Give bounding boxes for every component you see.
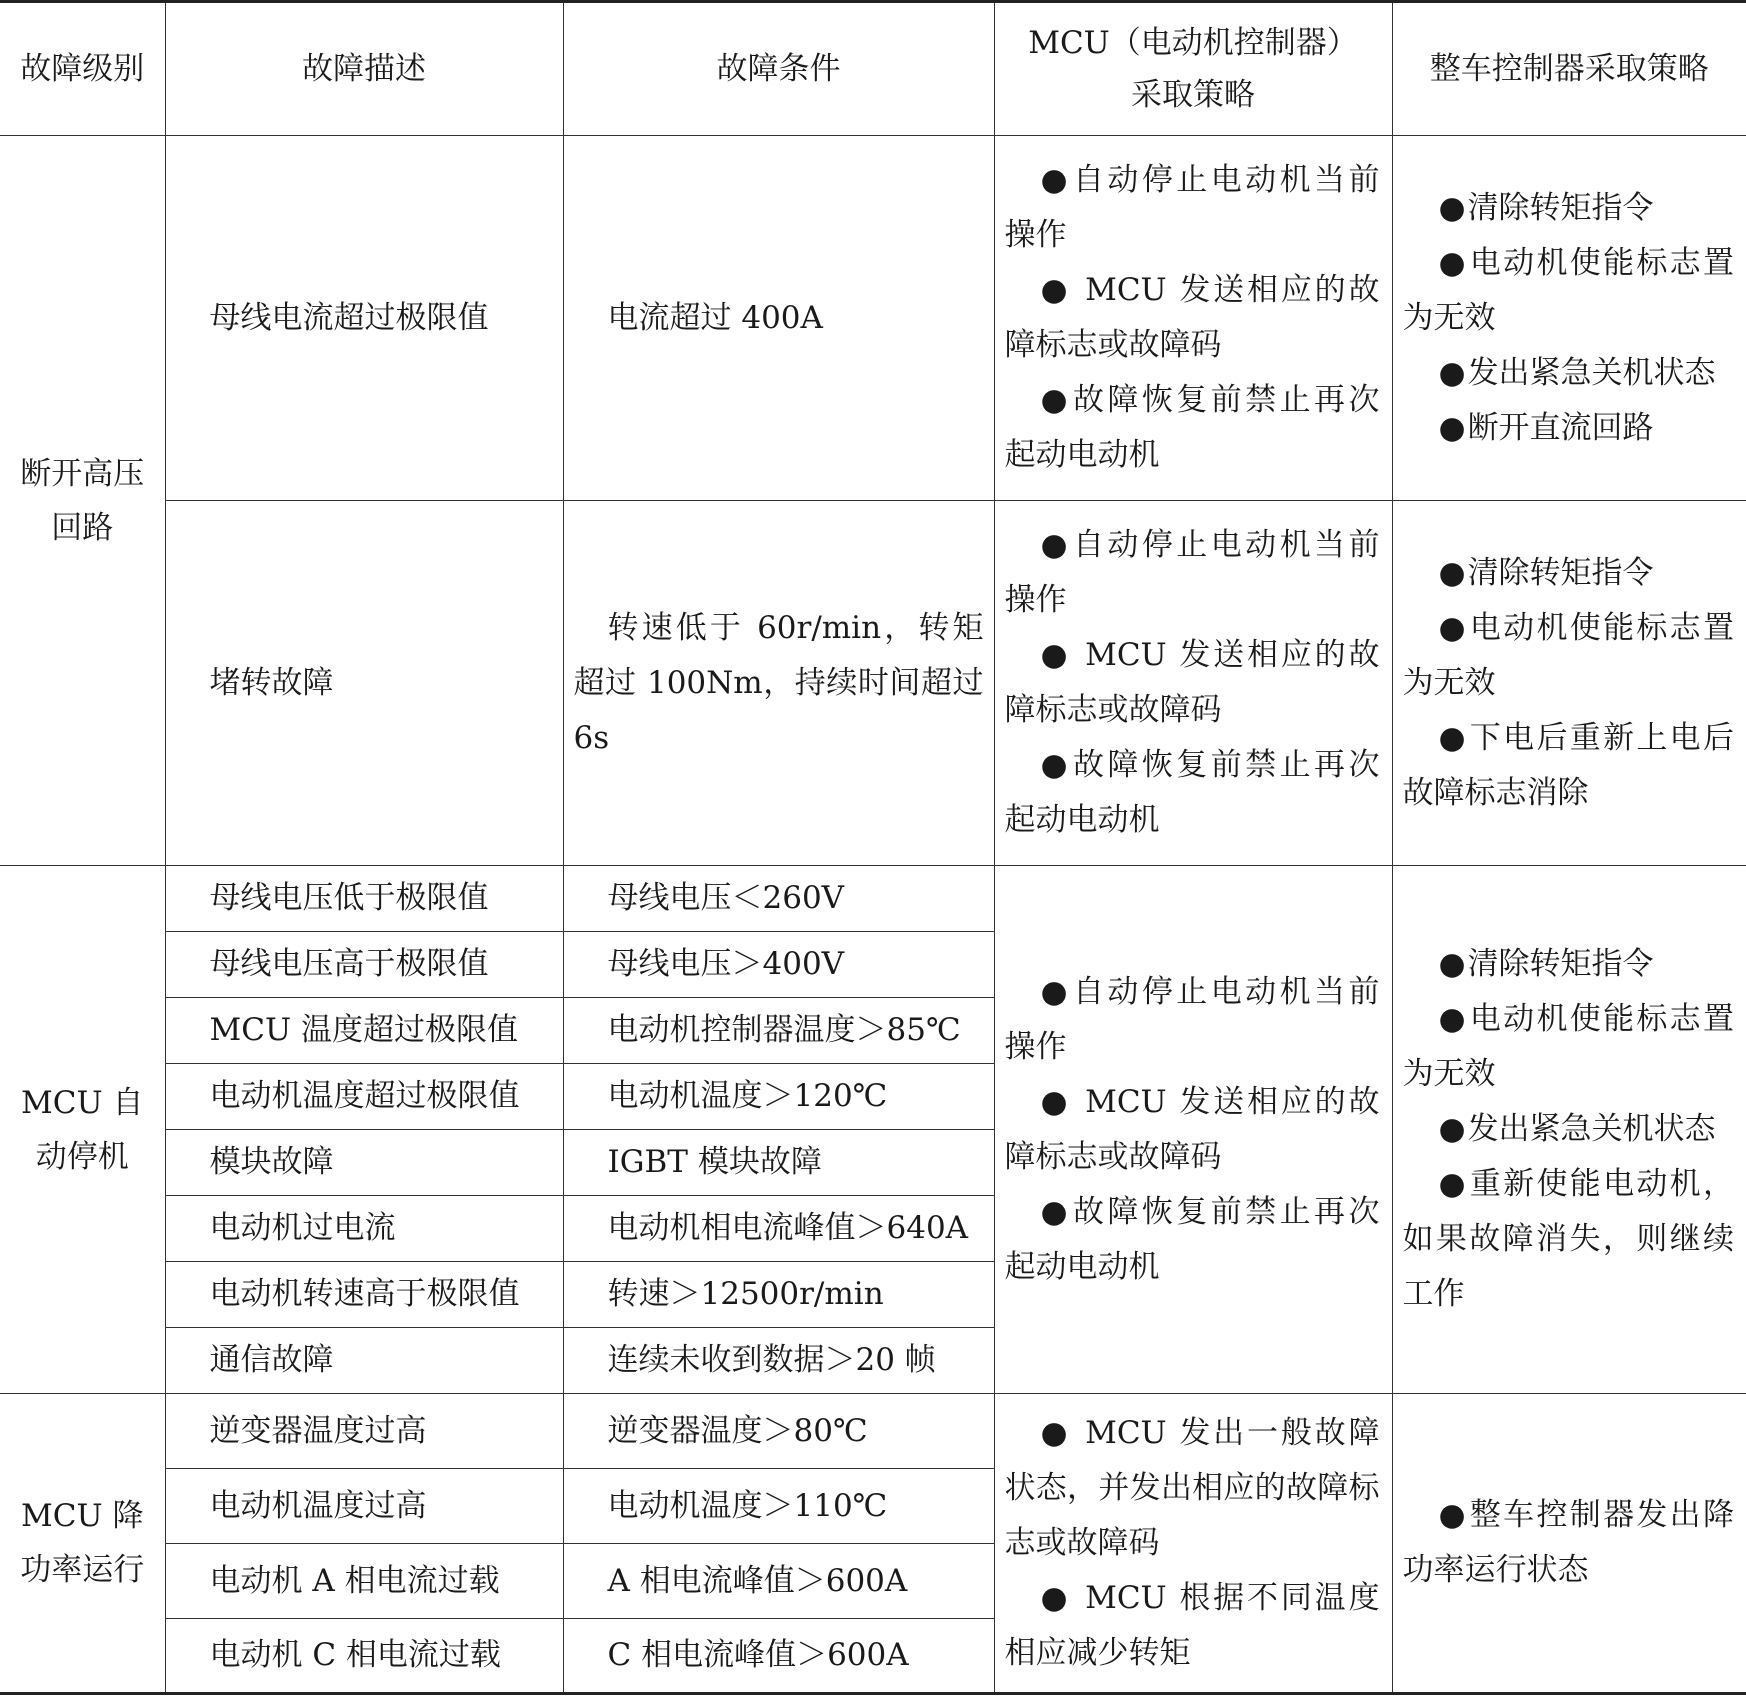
fault-level-cell: MCU 自动停机 — [0, 866, 165, 1394]
fault-condition-cell: 电动机相电流峰值＞640A — [563, 1196, 994, 1262]
table-row — [0, 136, 1746, 501]
bullet-icon: ● — [1040, 382, 1071, 418]
bullet-icon: ● — [1040, 973, 1071, 1010]
bullet-icon: ● — [1040, 637, 1071, 673]
vcu-strategy-cell — [1392, 1394, 1746, 1694]
list-item: ●故障恢复前禁止再次起动电动机 — [1004, 382, 1380, 473]
list-item: ●故障恢复前禁止再次起动电动机 — [1004, 1193, 1380, 1285]
bullet-icon: ● — [1438, 244, 1468, 281]
bullet-icon: ● — [1040, 747, 1071, 783]
list-item: ●重新使能电动机，如果故障消失，则继续工作 — [1402, 1166, 1734, 1312]
header-condition: 故障条件 — [563, 2, 994, 136]
header-mcu-strategy — [994, 2, 1392, 136]
header-mcu-line2: 采取策略 — [1131, 77, 1255, 113]
bullet-icon: ● — [1438, 1001, 1468, 1037]
fault-condition-cell: 电动机温度＞110℃ — [563, 1469, 994, 1544]
mcu-strategy-cell — [994, 501, 1392, 866]
header-vcu-strategy: 整车控制器采取策略 — [1392, 2, 1746, 136]
fault-description-cell: 模块故障 — [165, 1130, 563, 1196]
list-item: ●自动停止电动机当前操作 — [1004, 162, 1380, 253]
mcu-strategy-cell — [994, 136, 1392, 501]
mcu-strategy-cell — [994, 866, 1392, 1394]
fault-condition-cell: 连续未收到数据＞20 帧 — [563, 1328, 994, 1394]
fault-condition-cell: IGBT 模块故障 — [563, 1130, 994, 1196]
fault-condition-cell: 逆变器温度＞80℃ — [563, 1394, 994, 1469]
bullet-icon: ● — [1438, 719, 1468, 756]
list-item: ●清除转矩指令 — [1438, 946, 1654, 982]
fault-condition-cell: A 相电流峰值＞600A — [563, 1544, 994, 1619]
fault-description-cell: 母线电压低于极限值 — [165, 866, 563, 932]
list-item: ●下电后重新上电后故障标志消除 — [1402, 719, 1734, 811]
fault-condition-cell: 电流超过 400A — [563, 136, 994, 501]
list-item: ●断开直流回路 — [1438, 409, 1654, 446]
header-description: 故障描述 — [165, 2, 563, 136]
list-item: ●发出紧急关机状态 — [1438, 354, 1716, 391]
list-item: ● MCU 发送相应的故障标志或故障码 — [1004, 637, 1380, 728]
header-mcu-line1: MCU（电动机控制器） — [1028, 25, 1358, 61]
bullet-icon: ● — [1040, 1193, 1071, 1230]
mcu-strategy-cell — [994, 1394, 1392, 1694]
bullet-icon: ● — [1438, 1111, 1466, 1147]
bullet-icon: ● — [1438, 554, 1466, 591]
list-item: ●电动机使能标志置为无效 — [1402, 609, 1734, 701]
fault-condition-cell: 电动机控制器温度＞85℃ — [563, 998, 994, 1064]
list-item: ● MCU 根据不同温度相应减少转矩 — [1004, 1579, 1380, 1671]
fault-description-cell: 堵转故障 — [165, 501, 563, 866]
list-item: ●清除转矩指令 — [1438, 554, 1654, 591]
bullet-icon: ● — [1438, 1497, 1468, 1533]
bullet-icon: ● — [1438, 1166, 1468, 1202]
list-item: ● MCU 发出一般故障状态，并发出相应的故障标志或故障码 — [1004, 1414, 1380, 1561]
vcu-strategy-cell — [1392, 501, 1746, 866]
list-item: ●自动停止电动机当前操作 — [1004, 527, 1380, 618]
fault-condition-cell: C 相电流峰值＞600A — [563, 1619, 994, 1694]
bullet-icon: ● — [1438, 189, 1466, 226]
fault-condition-cell: 母线电压＜260V — [563, 866, 994, 932]
bullet-icon: ● — [1040, 162, 1071, 198]
fault-description-cell: 逆变器温度过高 — [165, 1394, 563, 1469]
fault-description-cell: 电动机过电流 — [165, 1196, 563, 1262]
fault-description-cell: 电动机 C 相电流过载 — [165, 1619, 563, 1694]
fault-level-cell: 断开高压回路 — [0, 136, 165, 866]
bullet-icon: ● — [1040, 1414, 1071, 1451]
header-level: 故障级别 — [0, 2, 165, 136]
bullet-icon: ● — [1040, 1579, 1071, 1616]
vcu-strategy-cell — [1392, 136, 1746, 501]
list-item: ●清除转矩指令 — [1438, 189, 1654, 226]
list-item: ●电动机使能标志置为无效 — [1402, 1001, 1734, 1092]
fault-description-cell: 母线电压高于极限值 — [165, 932, 563, 998]
table-row — [0, 866, 1746, 932]
bullet-icon: ● — [1438, 946, 1466, 982]
list-item: ●自动停止电动机当前操作 — [1004, 973, 1380, 1065]
fault-condition-cell: 转速＞12500r/min — [563, 1262, 994, 1328]
bullet-icon: ● — [1040, 527, 1071, 563]
fault-condition-cell: 电动机温度＞120℃ — [563, 1064, 994, 1130]
fault-description-cell: 电动机转速高于极限值 — [165, 1262, 563, 1328]
bullet-icon: ● — [1040, 1083, 1071, 1120]
fault-description-cell: MCU 温度超过极限值 — [165, 998, 563, 1064]
fault-description-cell: 电动机温度过高 — [165, 1469, 563, 1544]
fault-description-cell: 电动机 A 相电流过载 — [165, 1544, 563, 1619]
vcu-strategy-cell — [1392, 866, 1746, 1394]
fault-description-cell: 通信故障 — [165, 1328, 563, 1394]
table-row — [0, 501, 1746, 866]
fault-condition-cell: 母线电压＞400V — [563, 932, 994, 998]
table-row — [0, 1394, 1746, 1469]
fault-condition-cell: 转速低于 60r/min，转矩超过 100Nm，持续时间超过 6s — [563, 501, 994, 866]
fault-description-cell: 母线电流超过极限值 — [165, 136, 563, 501]
header-row — [0, 2, 1746, 136]
list-item: ●电动机使能标志置为无效 — [1402, 244, 1734, 336]
bullet-icon: ● — [1438, 409, 1466, 446]
bullet-icon: ● — [1040, 272, 1071, 308]
list-item: ●整车控制器发出降功率运行状态 — [1402, 1497, 1734, 1588]
fault-level-cell: MCU 降功率运行 — [0, 1394, 165, 1694]
bullet-icon: ● — [1438, 609, 1468, 646]
list-item: ● MCU 发送相应的故障标志或故障码 — [1004, 272, 1380, 363]
bullet-icon: ● — [1438, 354, 1466, 391]
fault-description-cell: 电动机温度超过极限值 — [165, 1064, 563, 1130]
list-item: ●发出紧急关机状态 — [1438, 1111, 1716, 1147]
list-item: ● MCU 发送相应的故障标志或故障码 — [1004, 1083, 1380, 1175]
list-item: ●故障恢复前禁止再次起动电动机 — [1004, 747, 1380, 838]
